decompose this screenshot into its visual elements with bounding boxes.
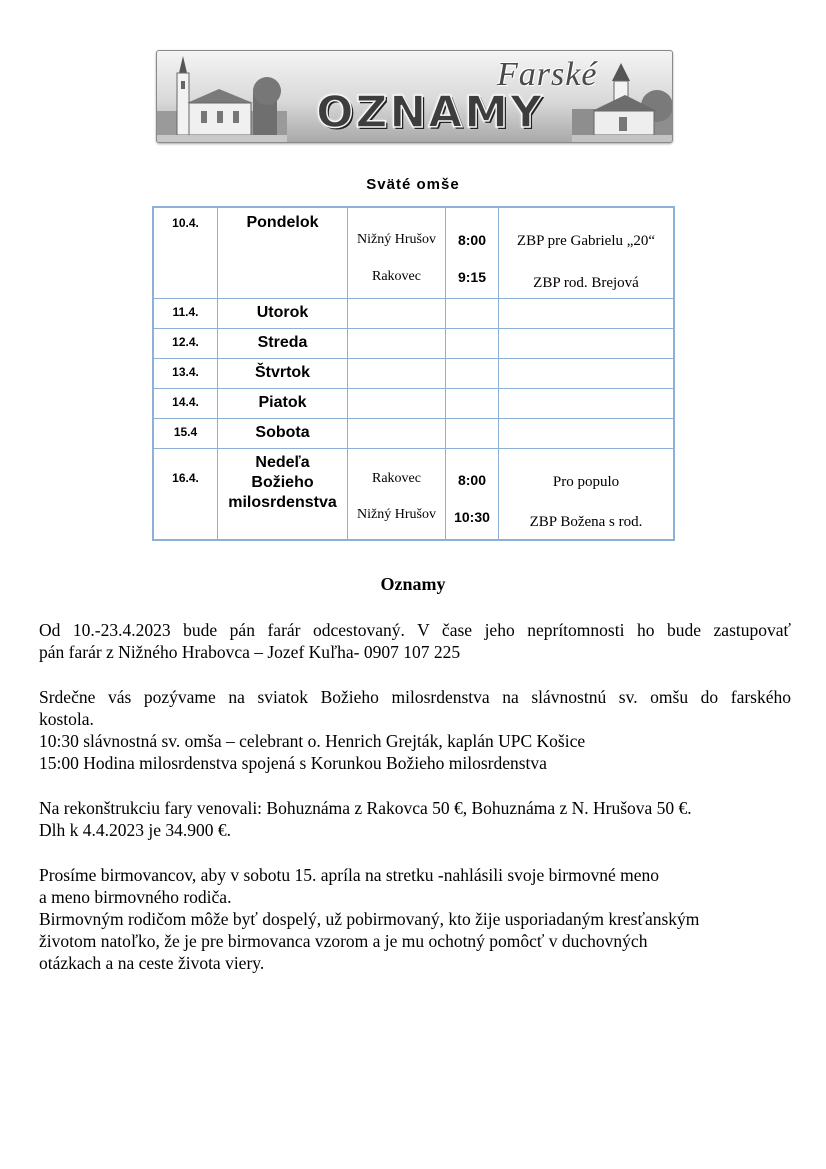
table-row [153,207,674,299]
day-cell: Piatok [218,389,348,419]
table-row [153,449,674,541]
time-cell [446,449,499,541]
text-line: pán farár z Nižného Hrabovca – Jozef Kuľha- 0907 107 225 [39,642,461,662]
table-row [153,389,674,419]
place-cell [348,389,446,419]
place-text: Rakovec [372,471,421,486]
day-text: milosrdenstva [228,494,337,511]
intention-cell [499,359,675,389]
time-text: 8:00 [457,232,487,248]
time-text: 10:30 [454,509,490,525]
time-text: 8:00 [457,472,487,488]
intention-cell [499,329,675,359]
intention-cell [499,419,675,449]
place-cell [348,419,446,449]
intention-text: ZBP pre Gabrielu „20“ [516,233,656,249]
text-line: Srdečne vás pozývame na sviatok Božieho milosrdenstva na slávnostnú sv. omšu do farského [39,687,791,707]
announcement-paragraph [39,686,791,774]
time-cell [446,389,499,419]
day-text: Božieho [251,474,314,491]
time-text: 9:15 [457,269,487,285]
day-cell: Štvrtok [218,359,348,389]
place-text: Nižný Hrušov [357,232,436,247]
day-cell [218,207,348,299]
table-row [153,329,674,359]
announcement-paragraph [39,619,791,663]
text-line: životom natoľko, že je pre birmovanca vzorom a je mu ochotný pomôcť v duchovných [39,931,648,951]
date-text: 16.4. [172,471,199,485]
text-line: 15:00 Hodina milosrdenstva spojená s Korunkou Božieho milosrdenstva [39,753,547,773]
text-line: Dlh k 4.4.2023 je 34.900 €. [39,820,232,840]
time-cell [446,299,499,329]
date-cell: 13.4. [153,359,218,389]
text-line: kostola. [39,709,94,729]
date-cell: 15.4 [153,419,218,449]
header-banner [156,50,673,143]
text-line: Birmovným rodičom môže byť dospelý, už pobirmovaný, kto žije usporiadaným kresťanským [39,909,700,929]
day-cell [218,449,348,541]
place-text: Rakovec [372,269,421,284]
text-line: otázkach a na ceste života viery. [39,953,265,973]
place-cell [348,207,446,299]
time-cell [446,419,499,449]
text-line: 10:30 slávnostná sv. omša – celebrant o. Henrich Grejták, kaplán UPC Košice [39,731,586,751]
text-line: Prosíme birmovancov, aby v sobotu 15. apríla na stretku -nahlásili svoje birmovné meno [39,865,659,885]
text-line: Na rekonštrukciu fary venovali: Bohuznáma z Rakovca 50 €, Bohuznáma z N. Hrušova 50 €. [39,798,692,818]
announcements-heading: Oznamy [380,574,446,594]
date-cell: 12.4. [153,329,218,359]
intention-text: ZBP rod. Brejová [533,275,639,291]
intention-cell [499,389,675,419]
place-cell [348,449,446,541]
mass-schedule-title: Sväté omše [366,176,460,193]
intention-cell [499,299,675,329]
intention-text: ZBP Božena s rod. [529,514,643,530]
place-cell [348,359,446,389]
banner-title-oznamy: OZNAMY [316,87,544,138]
date-cell [153,449,218,541]
text-line: Od 10.-23.4.2023 bude pán farár odcestovaný. V čase jeho neprítomnosti ho bude zastupovať [39,620,791,640]
date-text: 10.4. [172,216,199,230]
announcement-paragraph [39,797,791,841]
table-row [153,359,674,389]
date-cell [153,207,218,299]
text-line: a meno birmovného rodiča. [39,887,232,907]
time-cell [446,207,499,299]
time-cell [446,359,499,389]
day-cell: Utorok [218,299,348,329]
date-cell: 11.4. [153,299,218,329]
place-cell [348,329,446,359]
day-cell: Sobota [218,419,348,449]
place-cell [348,299,446,329]
intention-text: Pro populo [552,474,620,490]
day-text: Pondelok [246,214,319,231]
left-church-image [157,56,287,142]
mass-schedule-table [152,206,675,541]
table-row [153,419,674,449]
day-text: Nedeľa [255,454,310,471]
table-row [153,299,674,329]
place-text: Nižný Hrušov [357,507,436,522]
announcement-paragraph [39,864,791,974]
intention-cell [499,207,675,299]
intention-cell [499,449,675,541]
time-cell [446,329,499,359]
date-cell: 14.4. [153,389,218,419]
banner-title-farske: Farské [497,56,598,93]
day-cell: Streda [218,329,348,359]
